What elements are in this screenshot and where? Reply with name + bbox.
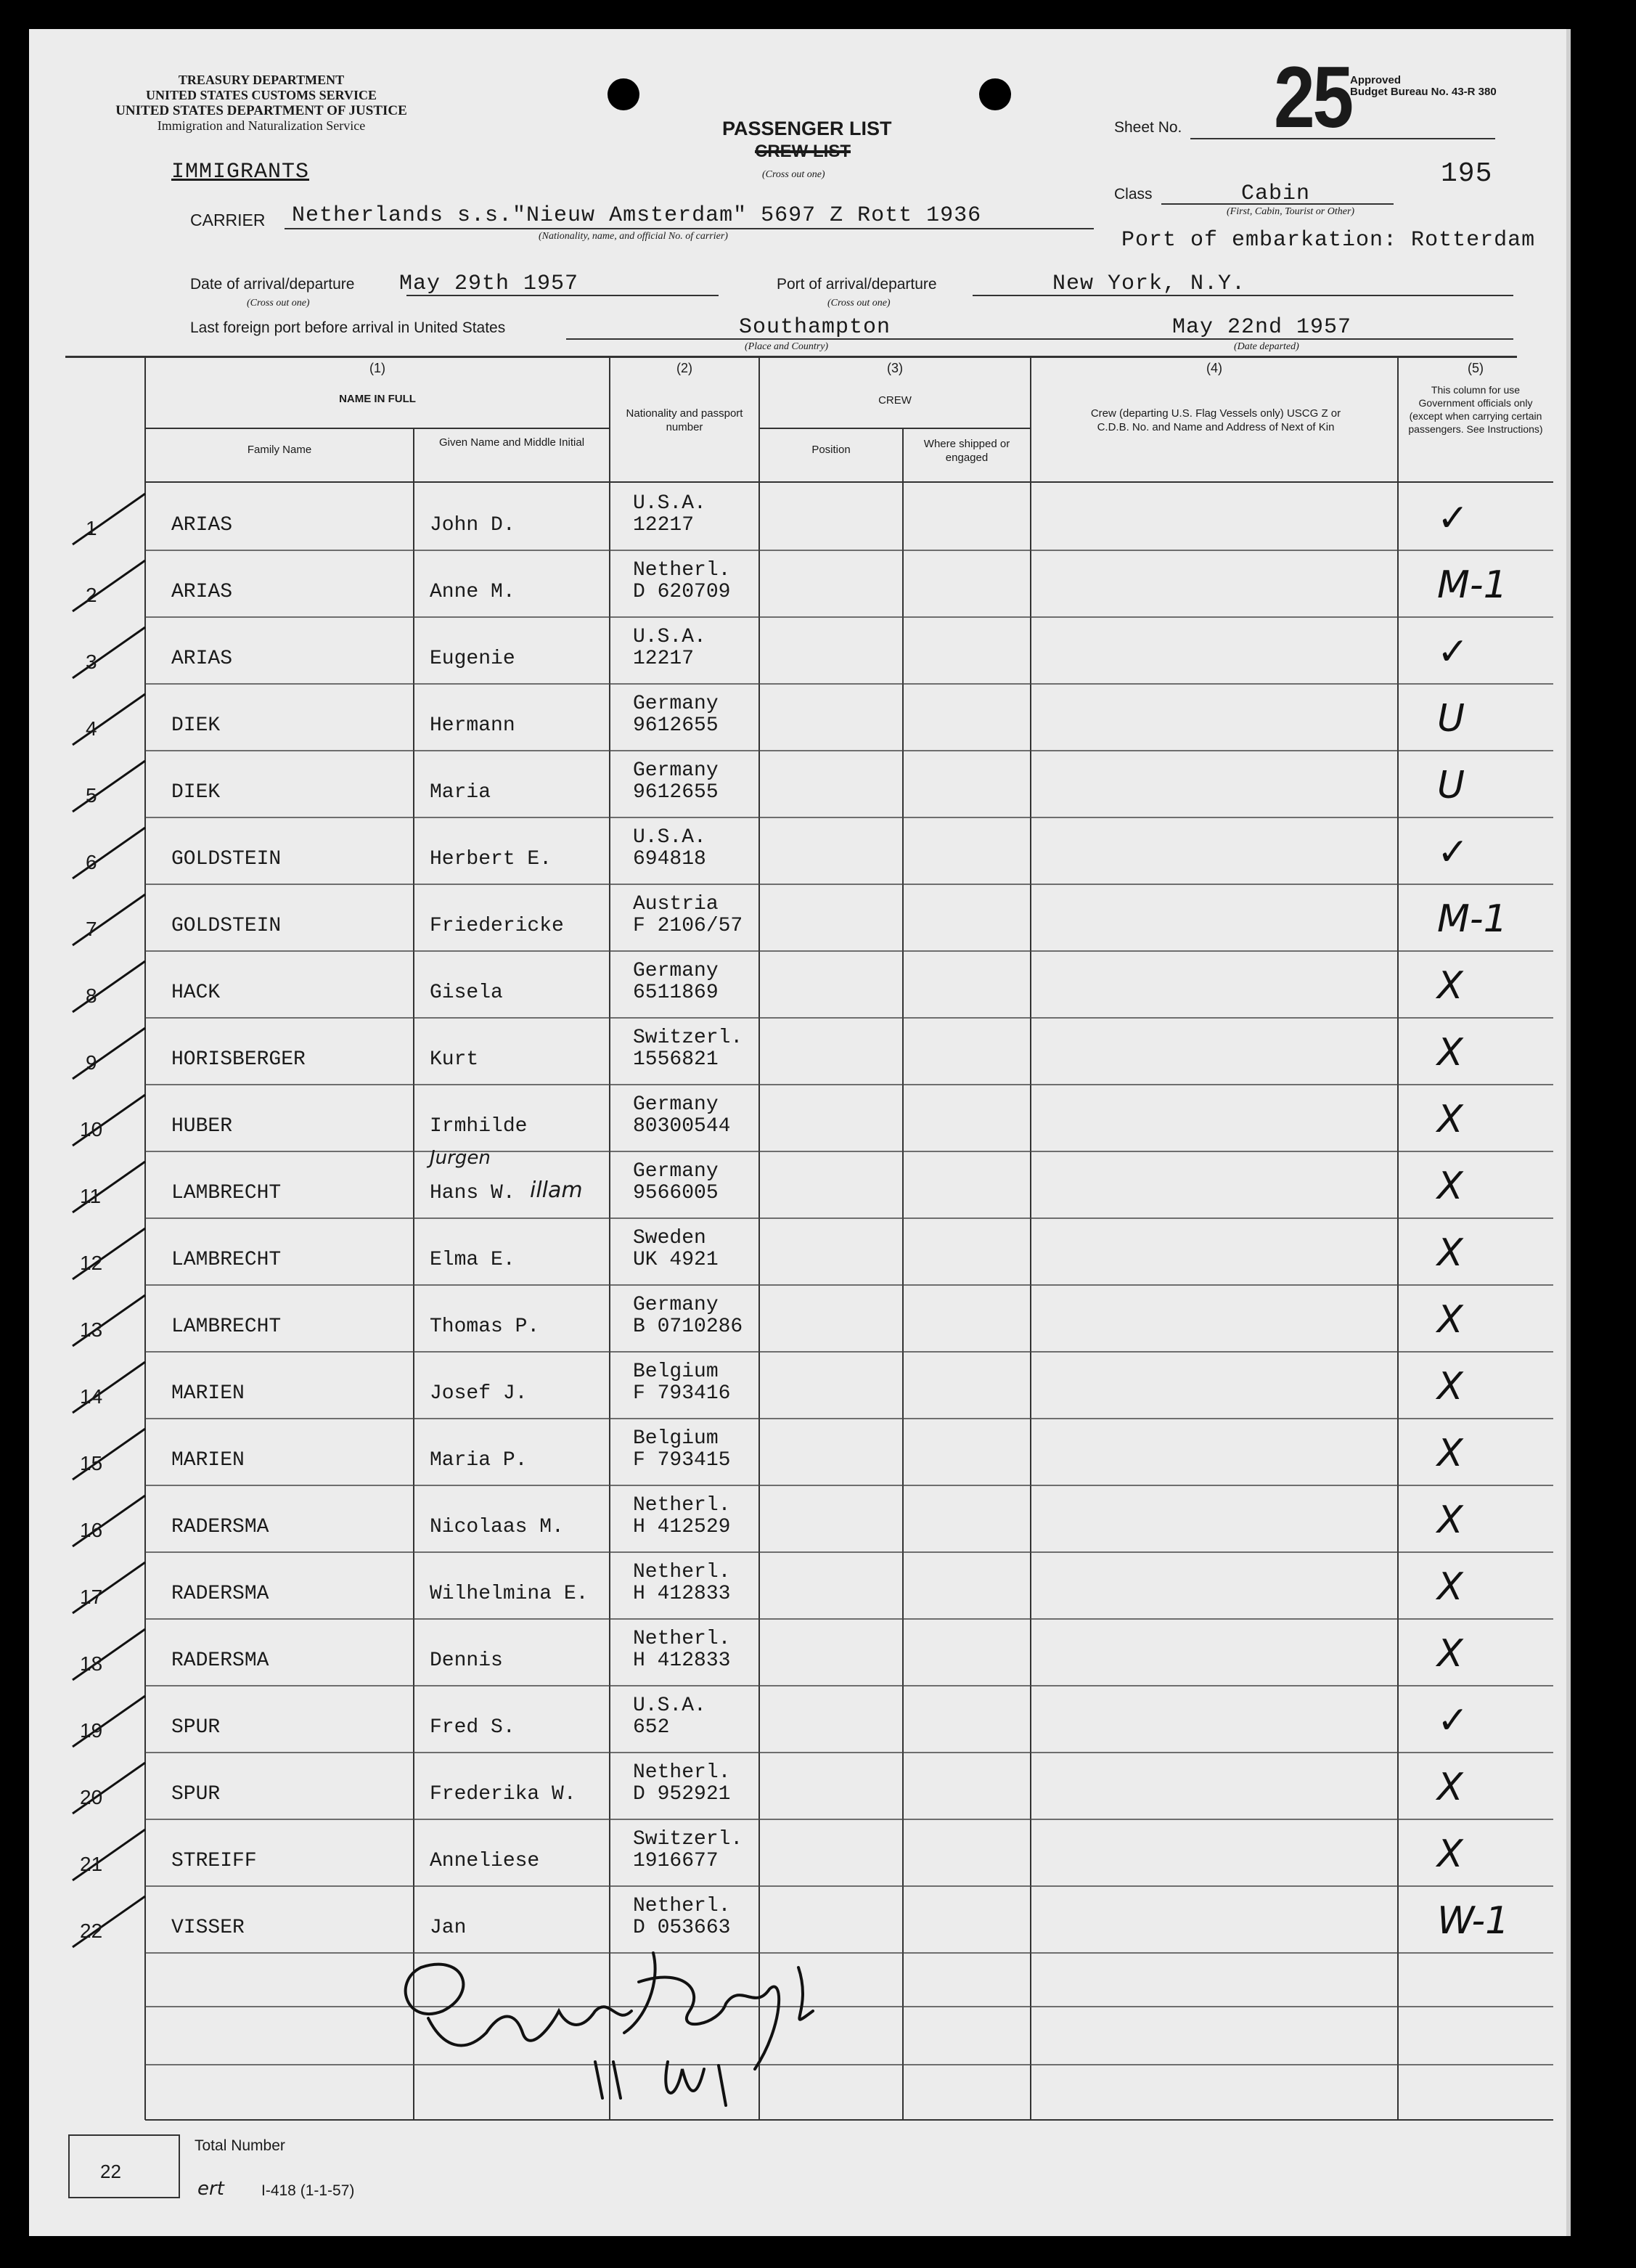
family-name: MARIEN bbox=[171, 1449, 245, 1472]
official-mark: X bbox=[1437, 1365, 1463, 1408]
check-stroke bbox=[73, 961, 145, 1012]
passport-number: 6511869 bbox=[633, 982, 719, 1004]
class-label: Class bbox=[1114, 186, 1153, 203]
row-number: 19 bbox=[80, 1719, 103, 1742]
row-number: 12 bbox=[80, 1252, 103, 1274]
col1-title: NAME IN FULL bbox=[339, 393, 416, 405]
family-name: DIEK bbox=[171, 714, 221, 737]
given-name: Irmhilde bbox=[430, 1115, 528, 1138]
agency-line: TREASURY DEPARTMENT bbox=[178, 73, 345, 87]
passport-number: D 620709 bbox=[633, 581, 731, 603]
departed-caption: (Date departed) bbox=[1234, 341, 1299, 352]
agency-line: UNITED STATES DEPARTMENT OF JUSTICE bbox=[115, 103, 407, 118]
where-shipped-header: Where shipped or engaged bbox=[923, 438, 1010, 464]
given-name: Thomas P. bbox=[430, 1315, 540, 1338]
crew-header: CREW bbox=[878, 394, 912, 407]
row-number: 4 bbox=[86, 717, 97, 740]
passport-number: B 0710286 bbox=[633, 1315, 743, 1338]
official-mark: X bbox=[1437, 964, 1463, 1008]
row-number: 14 bbox=[80, 1385, 103, 1408]
date-of-arrival-label: Date of arrival/departure bbox=[190, 276, 355, 293]
nationality: Germany bbox=[633, 1093, 719, 1116]
family-name: MARIEN bbox=[171, 1382, 245, 1405]
passenger-list-form bbox=[29, 29, 1571, 2236]
date-departed: May 22nd 1957 bbox=[1172, 315, 1352, 340]
given-name: Josef J. bbox=[430, 1382, 528, 1405]
date-of-arrival: May 29th 1957 bbox=[399, 272, 579, 296]
nationality: Austria bbox=[633, 893, 719, 915]
row-number: 18 bbox=[80, 1652, 103, 1675]
family-name: ARIAS bbox=[171, 581, 233, 603]
passport-number: 9612655 bbox=[633, 781, 719, 804]
passport-number: F 793416 bbox=[633, 1382, 731, 1405]
official-mark: X bbox=[1437, 1766, 1463, 1809]
nationality: U.S.A. bbox=[633, 492, 706, 515]
check-stroke bbox=[73, 1028, 145, 1079]
row-number: 20 bbox=[80, 1786, 103, 1808]
passport-number: 9612655 bbox=[633, 714, 719, 737]
official-mark: ✓ bbox=[1437, 630, 1469, 674]
class-caption: (First, Cabin, Tourist or Other) bbox=[1227, 206, 1355, 217]
total-number-value: 22 bbox=[100, 2161, 121, 2182]
total-number-label: Total Number bbox=[195, 2137, 285, 2154]
form-title: PASSENGER LIST bbox=[722, 118, 892, 139]
given-name: Fred S. bbox=[430, 1716, 515, 1739]
passport-number: 694818 bbox=[633, 848, 706, 870]
passport-number: 1556821 bbox=[633, 1048, 719, 1071]
passenger-table bbox=[29, 29, 1566, 2236]
row-number: 6 bbox=[86, 851, 97, 873]
row-number: 9 bbox=[86, 1051, 97, 1074]
carrier-value: Netherlands s.s."Nieuw Amsterdam" 5697 Z Rott 1936 bbox=[292, 203, 982, 228]
nationality: U.S.A. bbox=[633, 1694, 706, 1717]
official-mark: ✓ bbox=[1437, 1699, 1469, 1742]
passport-number: H 412529 bbox=[633, 1516, 731, 1538]
family-name-header: Family Name bbox=[247, 444, 312, 456]
family-name: RADERSMA bbox=[171, 1649, 269, 1672]
passport-number: D 053663 bbox=[633, 1917, 731, 1939]
last-port-caption: (Place and Country) bbox=[745, 341, 829, 352]
family-name: LAMBRECHT bbox=[171, 1315, 282, 1338]
check-stroke bbox=[73, 627, 145, 678]
agency-line: UNITED STATES CUSTOMS SERVICE bbox=[146, 88, 377, 102]
passport-number: UK 4921 bbox=[633, 1249, 719, 1271]
passport-number: 652 bbox=[633, 1716, 670, 1739]
row-number: 11 bbox=[80, 1185, 102, 1207]
passport-number: H 412833 bbox=[633, 1649, 731, 1672]
col3-number: (3) bbox=[887, 361, 903, 375]
check-stroke bbox=[73, 828, 145, 878]
family-name: GOLDSTEIN bbox=[171, 848, 282, 870]
passport-number: 9566005 bbox=[633, 1182, 719, 1204]
nationality: Netherl. bbox=[633, 1561, 731, 1583]
given-name-handwritten-suffix: illam bbox=[530, 1178, 583, 1203]
row-number: 3 bbox=[86, 650, 97, 673]
col4-number: (4) bbox=[1206, 361, 1222, 375]
nationality: Germany bbox=[633, 1160, 719, 1183]
official-mark: X bbox=[1437, 1432, 1463, 1475]
passport-number: 80300544 bbox=[633, 1115, 731, 1138]
family-name: HACK bbox=[171, 982, 221, 1004]
list-type: IMMIGRANTS bbox=[171, 160, 310, 184]
row-number: 17 bbox=[80, 1586, 103, 1608]
check-stroke bbox=[73, 560, 145, 611]
row-number: 2 bbox=[86, 584, 97, 606]
passport-number: F 793415 bbox=[633, 1449, 731, 1472]
given-name: Gisela bbox=[430, 982, 503, 1004]
family-name: HORISBERGER bbox=[171, 1048, 306, 1071]
official-mark: X bbox=[1437, 1098, 1463, 1141]
nationality: Netherl. bbox=[633, 1494, 731, 1517]
official-mark: X bbox=[1437, 1498, 1463, 1542]
passport-number: 12217 bbox=[633, 514, 695, 537]
official-mark: X bbox=[1437, 1031, 1463, 1074]
nationality: Switzerl. bbox=[633, 1027, 743, 1049]
given-name: Eugenie bbox=[430, 648, 515, 670]
row-number: 8 bbox=[86, 984, 97, 1007]
given-name: Dennis bbox=[430, 1649, 503, 1672]
class-value: Cabin bbox=[1241, 181, 1311, 206]
given-name: Anneliese bbox=[430, 1850, 540, 1872]
family-name: HUBER bbox=[171, 1115, 233, 1138]
family-name: RADERSMA bbox=[171, 1516, 269, 1538]
nationality: Germany bbox=[633, 759, 719, 782]
nationality: Netherl. bbox=[633, 1895, 731, 1917]
budget-bureau-number: Budget Bureau No. 43-R 380 bbox=[1350, 86, 1497, 98]
port-of-embarkation: Port of embarkation: Rotterdam bbox=[1121, 228, 1536, 253]
agency-line: Immigration and Naturalization Service bbox=[157, 118, 366, 133]
official-mark: W-1 bbox=[1437, 1899, 1510, 1943]
row-number: 13 bbox=[80, 1318, 103, 1341]
passport-number: H 412833 bbox=[633, 1583, 731, 1605]
official-mark: X bbox=[1437, 1298, 1463, 1342]
given-name: Wilhelmina E. bbox=[430, 1583, 589, 1605]
family-name: SPUR bbox=[171, 1716, 221, 1739]
port-of-arrival-label: Port of arrival/departure bbox=[777, 276, 937, 293]
sheet-number: 25 bbox=[1274, 49, 1351, 146]
row-number: 21 bbox=[80, 1853, 103, 1875]
given-name: Hermann bbox=[430, 714, 515, 737]
row-number: 1 bbox=[86, 517, 97, 539]
row-number: 22 bbox=[80, 1920, 103, 1942]
given-name-header: Given Name and Middle Initial bbox=[438, 436, 585, 449]
crew-list-struck: CREW LIST bbox=[755, 142, 851, 161]
given-name: Jan bbox=[430, 1917, 467, 1939]
given-name: Friedericke bbox=[430, 915, 564, 937]
given-name: Maria bbox=[430, 781, 491, 804]
col5-number: (5) bbox=[1468, 361, 1484, 375]
nationality: Germany bbox=[633, 960, 719, 982]
col1-number: (1) bbox=[369, 361, 385, 375]
official-mark: X bbox=[1437, 1632, 1463, 1676]
page-number: 195 bbox=[1441, 158, 1493, 189]
officials-header: This column for use Government officials only (except when carrying certain passengers. See Instructions) bbox=[1408, 384, 1543, 435]
official-mark: M-1 bbox=[1437, 897, 1508, 941]
carrier-caption: (Nationality, name, and official No. of carrier) bbox=[539, 231, 728, 242]
official-mark: X bbox=[1437, 1164, 1463, 1208]
given-name: Kurt bbox=[430, 1048, 479, 1071]
official-mark: X bbox=[1437, 1565, 1463, 1609]
given-name: Frederika W. bbox=[430, 1783, 576, 1806]
total-number-box bbox=[68, 2134, 180, 2198]
nationality: Netherl. bbox=[633, 1628, 731, 1650]
family-name: VISSER bbox=[171, 1917, 245, 1939]
official-signature bbox=[377, 1924, 973, 2134]
official-mark: U bbox=[1437, 697, 1465, 741]
official-mark: U bbox=[1437, 764, 1465, 807]
given-name: Herbert E. bbox=[430, 848, 552, 870]
given-name: Hans W. bbox=[430, 1182, 515, 1204]
row-number: 16 bbox=[80, 1519, 103, 1541]
official-mark: X bbox=[1437, 1231, 1463, 1275]
form-number: I-418 (1-1-57) bbox=[261, 2182, 355, 2199]
given-name: Elma E. bbox=[430, 1249, 515, 1271]
last-port-label: Last foreign port before arrival in United States bbox=[190, 319, 506, 336]
official-mark: ✓ bbox=[1437, 497, 1469, 540]
nationality: Belgium bbox=[633, 1427, 719, 1450]
given-name: John D. bbox=[430, 514, 515, 537]
family-name: LAMBRECHT bbox=[171, 1249, 282, 1271]
passport-number: 1916677 bbox=[633, 1850, 719, 1872]
check-stroke bbox=[73, 761, 145, 812]
next-of-kin-header: Crew (departing U.S. Flag Vessels only) USCG Z or C.D.B. No. and Name and Address of Next of Kin bbox=[1090, 407, 1341, 433]
nationality: Switzerl. bbox=[633, 1828, 743, 1851]
approved-word: Approved bbox=[1350, 74, 1402, 86]
family-name: RADERSMA bbox=[171, 1583, 269, 1605]
row-number: 10 bbox=[80, 1118, 103, 1141]
row-number: 15 bbox=[80, 1452, 103, 1474]
date-caption: (Cross out one) bbox=[247, 298, 310, 309]
row-number: 7 bbox=[86, 918, 97, 940]
given-name: Anne M. bbox=[430, 581, 515, 603]
nationality: Sweden bbox=[633, 1227, 706, 1249]
nationality: Germany bbox=[633, 1294, 719, 1316]
col2-number: (2) bbox=[676, 361, 692, 375]
table-grid bbox=[29, 29, 1566, 2236]
nationality: U.S.A. bbox=[633, 826, 706, 849]
check-stroke bbox=[73, 894, 145, 945]
official-mark: ✓ bbox=[1437, 831, 1469, 874]
position-header: Position bbox=[811, 444, 851, 456]
initials: ert bbox=[197, 2178, 224, 2200]
passport-number: D 952921 bbox=[633, 1783, 731, 1806]
nationality: Germany bbox=[633, 693, 719, 715]
family-name: STREIFF bbox=[171, 1850, 257, 1872]
family-name: ARIAS bbox=[171, 514, 233, 537]
port-of-arrival: New York, N.Y. bbox=[1052, 272, 1246, 296]
family-name: SPUR bbox=[171, 1783, 221, 1806]
check-stroke bbox=[73, 494, 145, 544]
nationality: Belgium bbox=[633, 1361, 719, 1383]
family-name: DIEK bbox=[171, 781, 221, 804]
carrier-label: CARRIER bbox=[190, 211, 266, 229]
given-name: Maria P. bbox=[430, 1449, 528, 1472]
given-name-handwritten: Jurgen bbox=[430, 1147, 491, 1169]
row-number: 5 bbox=[86, 784, 97, 807]
family-name: ARIAS bbox=[171, 648, 233, 670]
nationality: U.S.A. bbox=[633, 626, 706, 648]
passport-number: 12217 bbox=[633, 648, 695, 670]
nationality: Netherl. bbox=[633, 559, 731, 582]
official-mark: X bbox=[1437, 1832, 1463, 1876]
port-caption: (Cross out one) bbox=[827, 298, 891, 309]
passport-number: F 2106/57 bbox=[633, 915, 743, 937]
sheet-label: Sheet No. bbox=[1114, 119, 1182, 136]
official-mark: M-1 bbox=[1437, 563, 1508, 607]
given-name: Nicolaas M. bbox=[430, 1516, 564, 1538]
check-stroke bbox=[73, 694, 145, 745]
family-name: GOLDSTEIN bbox=[171, 915, 282, 937]
family-name: LAMBRECHT bbox=[171, 1182, 282, 1204]
last-foreign-port: Southampton bbox=[739, 315, 891, 340]
nationality-header: Nationality and passport number bbox=[626, 407, 743, 433]
cross-out-caption: (Cross out one) bbox=[762, 169, 825, 180]
nationality: Netherl. bbox=[633, 1761, 731, 1784]
